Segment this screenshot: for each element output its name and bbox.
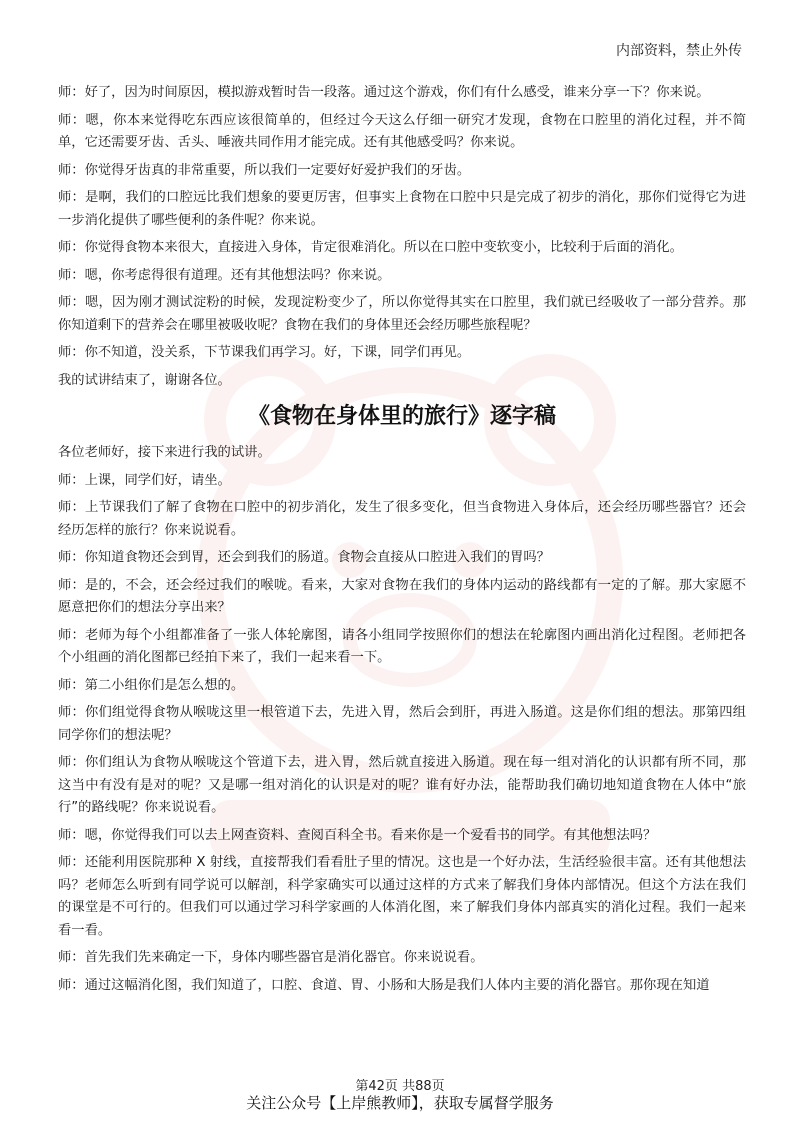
dialogue-paragraph: 师：嗯，你考虑得很有道理。还有其他想法吗？你来说。 (58, 267, 391, 283)
dialogue-paragraph: 师：上节课我们了解了食物在口腔中的初步消化，发生了很多变化，但当食物进入身体后，还会经历哪些器官？还会经历怎样的旅行？你来说说看。 (58, 500, 746, 538)
dialogue-paragraph: 师：你们组觉得食物从喉咙这里一根管道下去，先进入胃，然后会到肝，再进入肠道。这是你们组的想法。那第四组同学你们的想法呢？ (58, 705, 746, 743)
dialogue-paragraph: 师：你不知道，没关系，下节课我们再学习。好，下课，同学们再见。 (58, 345, 471, 360)
intro-paragraph: 各位老师好，接下来进行我的试讲。 (58, 445, 271, 460)
page-number: 第42页 共88页 (355, 1079, 445, 1094)
dialogue-paragraph: 师：你们组认为食物从喉咙这个管道下去，进入胃，然后就直接进入肠道。现在每一组对消化的认识都有所不同，那这当中有没有是对的呢？又是哪一组对消化的认识是对的呢？谁有好办法，能帮助我们确切地知道食物在人体中“旅行”的路线呢？你来说说看。 (58, 755, 746, 815)
dialogue-paragraph: 师：老师为每个小组都准备了一张人体轮廓图，请各小组同学按照你们的想法在轮廓图内画出消化过程图。老师把各个小组画的消化图都已经拍下来了，我们一起来看一下。 (58, 627, 746, 665)
dialogue-paragraph: 师：第二小组你们是怎么想的。 (58, 677, 245, 693)
closing-paragraph: 我的试讲结束了，谢谢各位。 (58, 372, 231, 388)
dialogue-paragraph: 师：你知道食物还会到胃，还会到我们的肠道。食物会直接从口腔进入我们的胃吗？ (58, 550, 550, 565)
dialogue-paragraph: 师：通过这幅消化图，我们知道了，口腔、食道、胃、小肠和大肠是我们人体内主要的消化器官。那你现在知道 (58, 977, 710, 993)
dialogue-paragraph: 师：嗯，因为刚才测试淀粉的时候，发现淀粉变少了，所以你觉得其实在口腔里，我们就已经吸收了一部分营养。那你知道剩下的营养会在哪里被吸收呢？食物在我们的身体里还会经历哪些旅程呢？ (58, 295, 746, 333)
dialogue-paragraph: 师：你觉得食物本来很大，直接进入身体，肯定很难消化。所以在口腔中变软变小，比较利于后面的消化。 (58, 240, 683, 255)
dialogue-paragraph: 师：好了，因为时间原因，模拟游戏暂时告一段落。通过这个游戏，你们有什么感受，谁来分享一下？你来说。 (58, 85, 710, 100)
dialogue-paragraph: 师：嗯，你觉得我们可以去上网查资料、查阅百科全书。看来你是一个爱看书的同学。有其他想法吗？ (58, 827, 657, 843)
dialogue-paragraph: 师：嗯，你本来觉得吃东西应该很简单的，但经过今天这么仔细一研究才发现，食物在口腔里的消化过程，并不简单，它还需要牙齿、舌头、唾液共同作用才能完成。还有其他感受吗？你来说。 (58, 112, 746, 150)
section-title: 《食物在身体里的旅行》逐字稿 (247, 403, 556, 429)
dialogue-paragraph: 师：上课，同学们好，请坐。 (58, 472, 231, 488)
dialogue-paragraph: 师：首先我们先来确定一下，身体内哪些器官是消化器官。你来说说看。 (58, 950, 484, 965)
dialogue-paragraph: 师：你觉得牙齿真的非常重要，所以我们一定要好好爱护我们的牙齿。 (58, 162, 471, 178)
dialogue-paragraph: 师：还能利用医院那种 X 射线，直接帮我们看看肚子里的情况。这也是一个好办法，生活经验很丰富。还有其他想法吗？老师怎么听到有同学说可以解剖，科学家确实可以通过这样的方式来了解我们身体内部情况。但这个方法在我们的课堂是不可行的。但我们可以通过学习科学家画的人体消化图，来了解我们身体内部真实的消化过程。我们一起来看一看。 (58, 855, 746, 938)
promo-footer: 关注公众号【上岸熊教师】，获取专属督学服务 (246, 1094, 554, 1112)
dialogue-paragraph: 师：是啊，我们的口腔远比我们想象的要更厉害，但事实上食物在口腔中只是完成了初步的消化，那你们觉得它为进一步消化提供了哪些便利的条件呢？你来说。 (58, 190, 746, 228)
document-body (58, 82, 746, 1002)
confidential-notice: 内部资料，禁止外传 (616, 43, 742, 59)
dialogue-paragraph: 师：是的，不会，还会经过我们的喉咙。看来，大家对食物在我们的身体内运动的路线都有一定的了解。那大家愿不愿意把你们的想法分享出来？ (58, 577, 746, 615)
